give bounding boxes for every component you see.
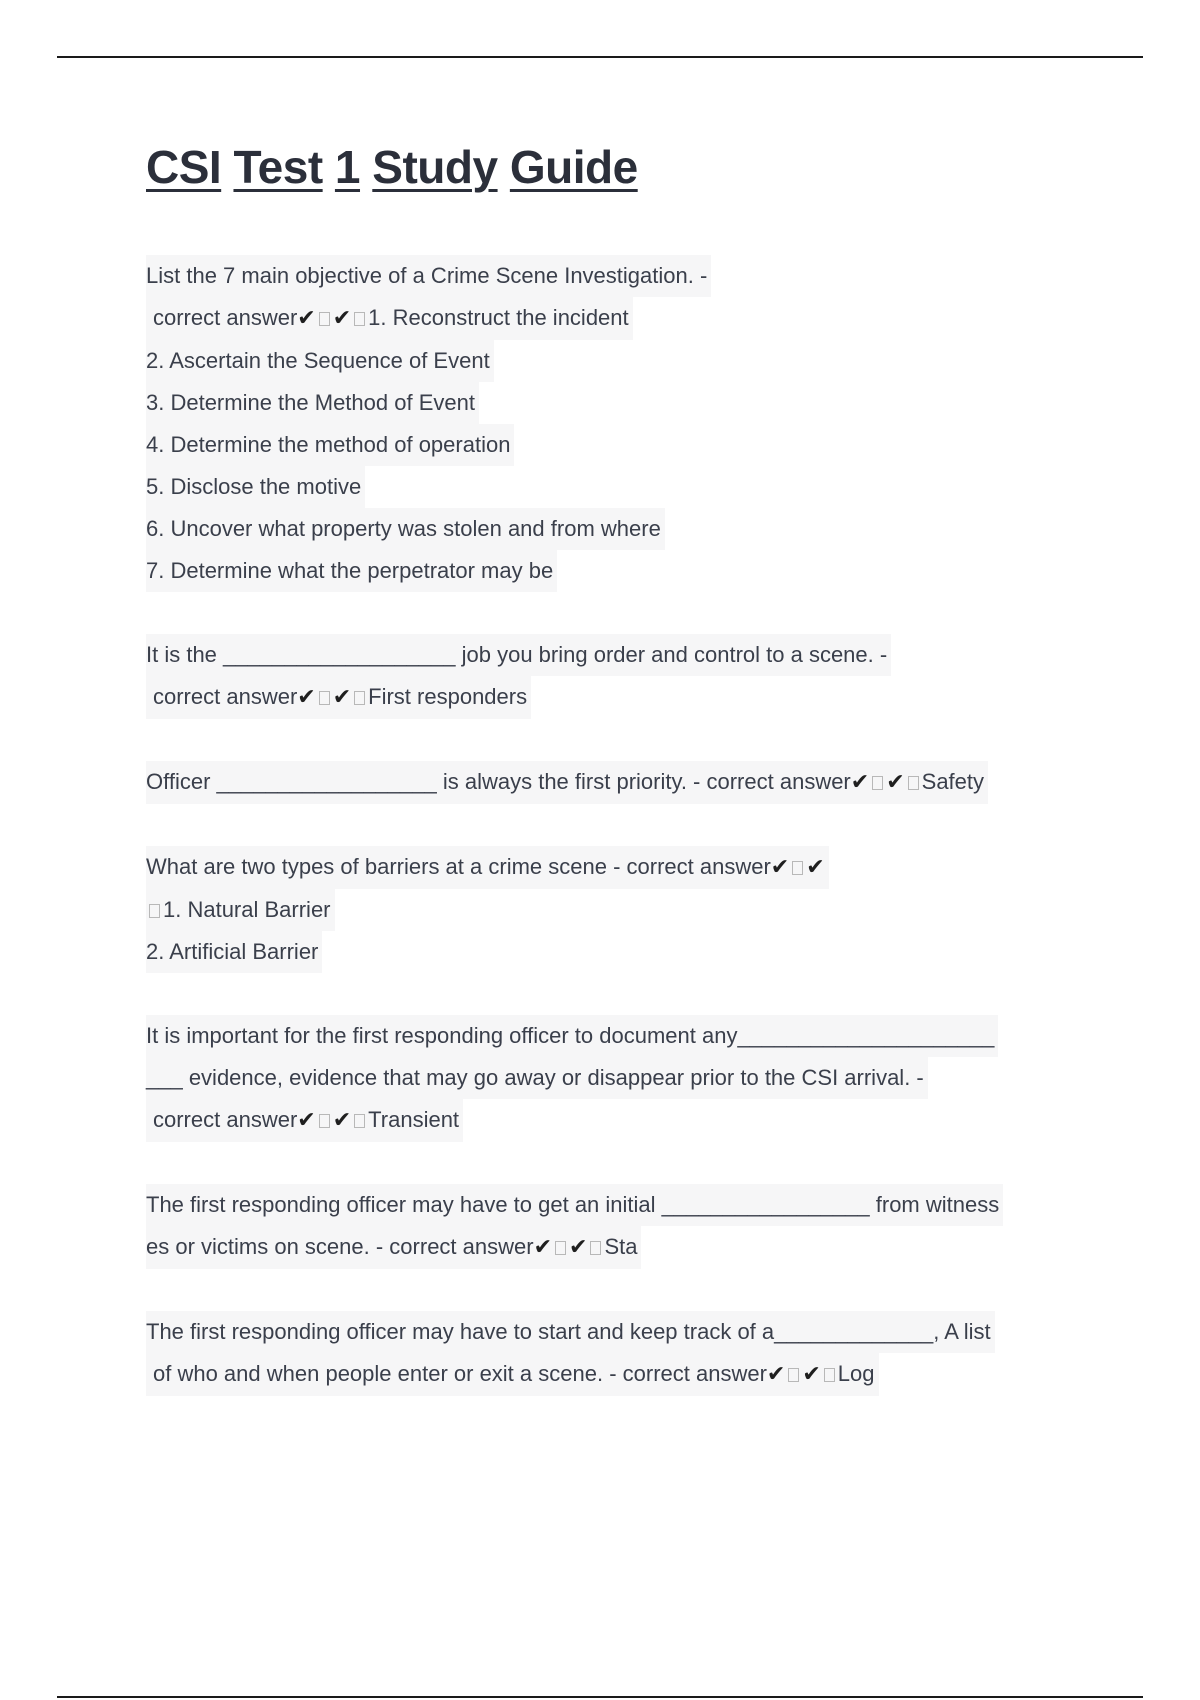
checkmark-icon: ✔ [332,1108,352,1134]
missing-glyph-box-icon [792,861,803,875]
question-block [146,1184,1096,1269]
missing-glyph-box-icon [590,1241,601,1255]
title-word: 1 [334,141,361,193]
line-text: ___ evidence, evidence that may go away or disappear prior to the CSI arrival. - [146,1065,924,1091]
answer-text: Safety [921,769,985,795]
missing-glyph-box-icon [319,1114,330,1128]
checkmark-icon: ✔ [332,306,352,332]
text-line [146,931,322,973]
text-line [146,297,633,340]
text-line [146,1311,995,1353]
text-line [146,1099,463,1142]
text-line [146,550,557,592]
checkmark-icon: ✔ [332,685,352,711]
text-line [146,382,479,424]
checkmark-icon: ✔ [802,1362,821,1388]
missing-glyph-box-icon [319,312,330,326]
question-list [146,255,1096,1396]
study-guide-page [146,140,1096,1438]
answer-text: 1. Natural Barrier [163,897,331,923]
checkmark-icon: ✔ [806,855,825,881]
checkmark-icon: ✔ [569,1235,588,1261]
text-line [146,1015,998,1057]
line-text: of who and when people enter or exit a scene. - correct answer [153,1361,767,1387]
line-text: es or victims on scene. - correct answer [146,1234,534,1260]
missing-glyph-box-icon [354,312,365,326]
question-block [146,255,1096,592]
answer-text: 1. Reconstruct the incident [368,305,629,331]
answer-text: Sta [604,1234,638,1260]
missing-glyph-box-icon [908,776,919,790]
question-block [146,846,1096,973]
line-text: 2. Artificial Barrier [146,939,319,965]
line-text: 2. Ascertain the Sequence of Event [146,348,490,374]
question-block [146,1311,1096,1396]
answer-text: First responders [368,684,528,710]
missing-glyph-box-icon [872,776,883,790]
question-block [146,761,1096,804]
text-line [146,1057,928,1099]
text-line [146,466,365,508]
text-line [146,889,335,931]
line-text: List the 7 main objective of a Crime Scene Investigation. - [146,263,708,289]
checkmark-icon: ✔ [297,1108,316,1134]
missing-glyph-box-icon [788,1368,799,1382]
line-text: The first responding officer may have to start and keep track of a_____________, A list [146,1319,991,1345]
text-line [146,634,891,676]
line-text: Officer __________________ is always the first priority. - correct answer [146,769,851,795]
title-word: Test [233,141,323,193]
line-text: 3. Determine the Method of Event [146,390,475,416]
missing-glyph-box-icon [319,691,330,705]
page-title [146,140,1096,195]
line-text: correct answer [153,1107,298,1133]
bottom-rule [57,1696,1143,1698]
title-word: Guide [509,141,638,193]
text-line [146,424,514,466]
line-text: 6. Uncover what property was stolen and from where [146,516,661,542]
line-text: 7. Determine what the perpetrator may be [146,558,554,584]
checkmark-icon: ✔ [533,1235,553,1261]
line-text: What are two types of barriers at a crime scene - correct answer [146,854,771,880]
text-line [146,1226,641,1269]
checkmark-icon: ✔ [766,1362,786,1388]
answer-text: Log [837,1361,875,1387]
missing-glyph-box-icon [354,691,365,705]
checkmark-icon: ✔ [770,855,790,881]
top-rule [57,56,1143,58]
question-block [146,634,1096,719]
missing-glyph-box-icon [354,1114,365,1128]
missing-glyph-box-icon [149,904,160,918]
line-text: The first responding officer may have to get an initial _________________ from witness [146,1192,1000,1218]
line-text: It is the ___________________ job you bring order and control to a scene. - [146,642,888,668]
line-text: correct answer [153,684,298,710]
line-text: 4. Determine the method of operation [146,432,511,458]
text-line [146,340,494,382]
checkmark-icon: ✔ [850,770,870,796]
text-line [146,1353,879,1396]
text-line [146,676,531,719]
checkmark-icon: ✔ [886,770,905,796]
answer-text: Transient [368,1107,460,1133]
line-text: 5. Disclose the motive [146,474,362,500]
question-block [146,1015,1096,1142]
missing-glyph-box-icon [555,1241,566,1255]
text-line [146,255,711,297]
line-text: correct answer [153,305,298,331]
checkmark-icon: ✔ [297,685,316,711]
missing-glyph-box-icon [824,1368,835,1382]
text-line [146,761,988,804]
title-word: Study [372,141,498,193]
text-line [146,846,829,889]
title-word: CSI [146,141,222,193]
checkmark-icon: ✔ [297,306,316,332]
text-line [146,508,665,550]
text-line [146,1184,1003,1226]
line-text: It is important for the first responding officer to document any_____________________ [146,1023,995,1049]
